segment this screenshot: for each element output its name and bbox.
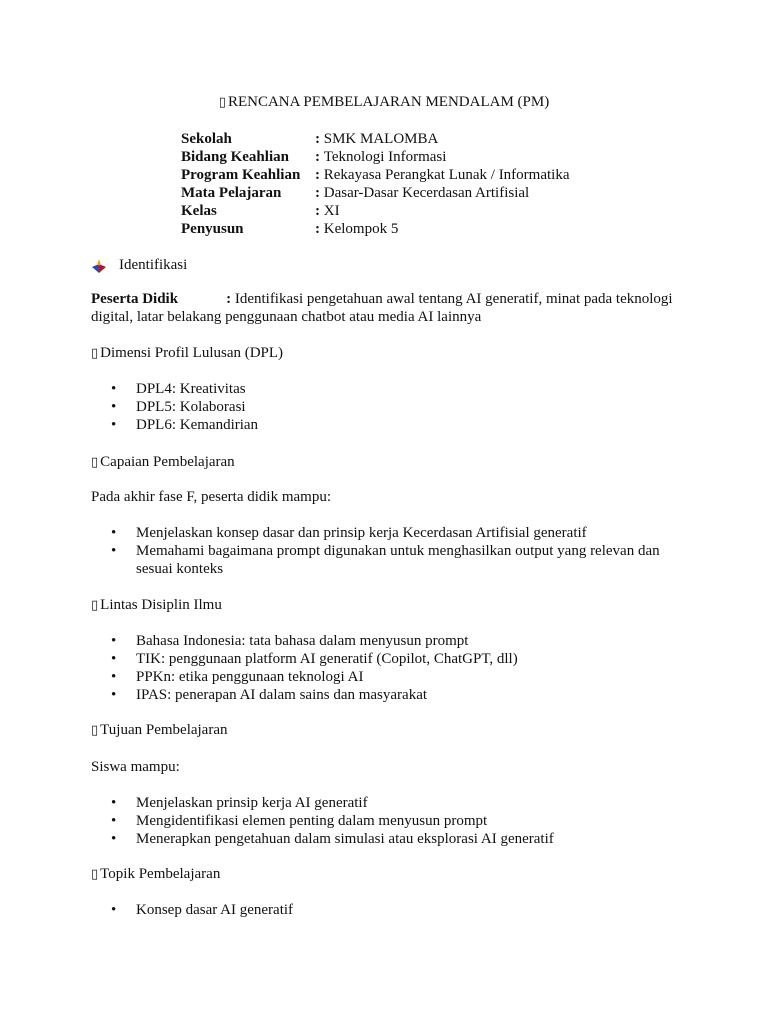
dpl-heading: ▯ Dimensi Profil Lulusan (DPL): [91, 345, 284, 361]
diamond-bullet-icon: [92, 259, 106, 273]
list-item: • Menjelaskan prinsip kerja AI generatif: [91, 794, 691, 812]
list-item: • DPL6: Kemandirian: [91, 416, 691, 434]
info-row: [181, 166, 570, 184]
lintas-list: [91, 632, 691, 704]
info-row: [181, 130, 570, 148]
info-table: [181, 130, 570, 238]
missing-glyph-icon: ▯: [91, 455, 99, 470]
info-row: [181, 184, 570, 202]
lintas-heading: ▯ Lintas Disiplin Ilmu: [91, 597, 222, 613]
identifikasi-label: Identifikasi: [119, 257, 188, 273]
list-item: • Bahasa Indonesia: tata bahasa dalam menyusun prompt: [91, 632, 691, 650]
info-key: Bidang Keahlian: [181, 149, 289, 165]
missing-glyph-icon: ▯: [218, 95, 226, 110]
list-item: • Memahami bagaimana prompt digunakan untuk menghasilkan output yang relevan dan sesuai konteks: [91, 542, 691, 578]
list-item: • DPL5: Kolaborasi: [91, 398, 691, 416]
topik-heading: ▯ Topik Pembelajaran: [91, 866, 221, 882]
missing-glyph-icon: ▯: [91, 598, 99, 613]
info-value: : Dasar-Dasar Kecerdasan Artifisial: [315, 185, 530, 201]
dpl-list: [91, 380, 691, 434]
info-value: : Kelompok 5: [315, 221, 399, 237]
missing-glyph-icon: ▯: [91, 867, 99, 882]
info-key: Program Keahlian: [181, 167, 301, 183]
info-key: Penyusun: [181, 221, 244, 237]
document-title: ▯ RENCANA PEMBELAJARAN MENDALAM (PM): [218, 94, 550, 110]
peserta-didik-label: Peserta Didik: [91, 291, 179, 307]
info-value: : Teknologi Informasi: [315, 149, 447, 165]
tujuan-list: [91, 794, 691, 848]
list-item: • IPAS: penerapan AI dalam sains dan masyarakat: [91, 686, 691, 704]
capaian-intro: Pada akhir fase F, peserta didik mampu:: [91, 489, 331, 505]
info-value: : Rekayasa Perangkat Lunak / Informatika: [315, 167, 570, 183]
info-key: Mata Pelajaran: [181, 185, 282, 201]
peserta-didik-text: Identifikasi pengetahuan awal tentang AI generatif, minat pada teknologi digital, latar belakang penggunaan chatbot atau media AI lainnya: [91, 291, 673, 325]
info-key: Kelas: [181, 203, 217, 219]
list-item: • Menjelaskan konsep dasar dan prinsip kerja Kecerdasan Artifisial generatif: [91, 524, 691, 542]
info-row: [181, 220, 570, 238]
list-item: • DPL4: Kreativitas: [91, 380, 691, 398]
missing-glyph-icon: ▯: [91, 723, 99, 738]
list-item: • PPKn: etika penggunaan teknologi AI: [91, 668, 691, 686]
list-item: • Mengidentifikasi elemen penting dalam menyusun prompt: [91, 812, 691, 830]
topik-list: [91, 901, 691, 919]
info-value: : XI: [315, 203, 340, 219]
missing-glyph-icon: ▯: [91, 346, 99, 361]
capaian-heading: ▯ Capaian Pembelajaran: [91, 454, 235, 470]
list-item: • TIK: penggunaan platform AI generatif (Copilot, ChatGPT, dll): [91, 650, 691, 668]
tujuan-intro: Siswa mampu:: [91, 759, 180, 775]
info-row: [181, 148, 570, 166]
identifikasi-heading: [91, 256, 187, 274]
list-item: • Konsep dasar AI generatif: [91, 901, 691, 919]
capaian-list: [91, 524, 691, 578]
info-key: Sekolah: [181, 131, 232, 147]
tujuan-heading: ▯ Tujuan Pembelajaran: [91, 722, 228, 738]
info-value: : SMK MALOMBA: [315, 131, 439, 147]
list-item: • Menerapkan pengetahuan dalam simulasi atau eksplorasi AI generatif: [91, 830, 691, 848]
info-row: [181, 202, 570, 220]
peserta-didik-paragraph: Peserta Didik : Identifikasi pengetahuan awal tentang AI generatif, minat pada teknologi digital, latar belakang penggunaan chatbot atau media AI lainnya: [91, 291, 673, 325]
